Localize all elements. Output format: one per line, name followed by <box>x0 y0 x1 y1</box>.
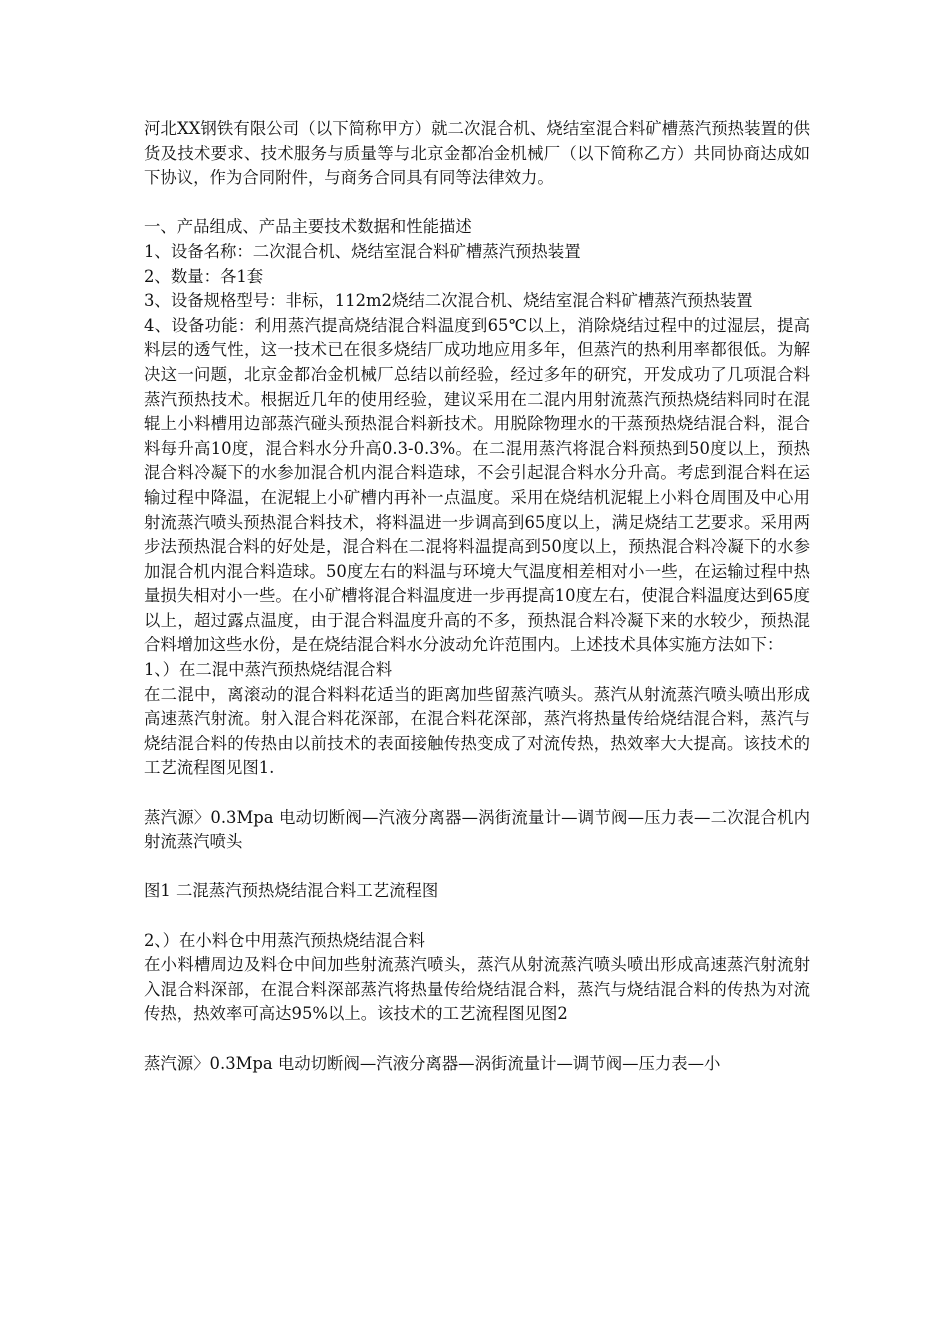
blank-line <box>144 904 810 929</box>
subsection1-text: 在二混中，离滚动的混合料料花适当的距离加些留蒸汽喷头。蒸汽从射流蒸汽喷头喷出形成高速蒸汽射流。射入混合料花深部，在混合料花深部，蒸汽将热量传给烧结混合料，蒸汽与烧结混合料的传热由以前技术的表面接触传热变成了对流传热，热效率大大提高。该技术的工艺流程图见图1. <box>144 684 810 778</box>
item-device-name: 1、设备名称：二次混合机、烧结室混合料矿槽蒸汽预热装置 <box>144 241 581 261</box>
blank-line <box>144 1027 810 1052</box>
blank-line <box>144 191 810 216</box>
item-spec-model: 3、设备规格型号：非标，112m2烧结二次混合机、烧结室混合料矿槽蒸汽预热装置 <box>144 291 753 311</box>
process-flow-1: 蒸汽源〉0.3Mpa 电动切断阀—汽液分离器—涡街流量计—调节阀—压力表—二次混合机内射流蒸汽喷头 <box>144 807 810 852</box>
item-quantity: 2、数量：各1套 <box>144 266 264 286</box>
blank-line <box>144 781 810 806</box>
process-flow-2: 蒸汽源〉0.3Mpa 电动切断阀—汽液分离器—涡街流量计—调节阀—压力表—小 <box>144 1053 721 1073</box>
blank-line <box>144 855 810 880</box>
subsection2-text: 在小料槽周边及料仓中间加些射流蒸汽喷头，蒸汽从射流蒸汽喷头喷出形成高速蒸汽射流射入混合料深部，在混合料深部蒸汽将热量传给烧结混合料，蒸汽与烧结混合料的传热为对流传热，热效率可高达95%以上。该技术的工艺流程图见图2 <box>144 955 810 1024</box>
intro-paragraph: 河北XX钢铁有限公司（以下简称甲方）就二次混合机、烧结室混合料矿槽蒸汽预热装置的供货及技术要求、技术服务与质量等与北京金都冶金机械厂（以下简称乙方）共同协商达成如下协议，作为合同附件，与商务合同具有同等法律效力。 <box>144 119 810 188</box>
document-body <box>144 117 810 1076</box>
subsection2-heading: 2、）在小料仓中用蒸汽预热烧结混合料 <box>144 930 425 950</box>
subsection1-heading: 1、）在二混中蒸汽预热烧结混合料 <box>144 660 393 680</box>
section1-heading: 一、产品组成、产品主要技术数据和性能描述 <box>144 217 472 237</box>
item-device-function: 4、设备功能：利用蒸汽提高烧结混合料温度到65℃以上，消除烧结过程中的过湿层，提高料层的透气性，这一技术已在很多烧结厂成功地应用多年，但蒸汽的热利用率都很低。为解决这一问题，北京金都冶金机械厂总结以前经验，经过多年的研究，开发成功了几项混合料蒸汽预热技术。根据近几年的使用经验，建议采用在二混内用射流蒸汽预热烧结料同时在混辊上小料槽用边部蒸汽碰头预热混合料新技术。用脱除物理水的干蒸预热烧结混合料，混合料每升高10度，混合料水分升高0.3-0.3%。在二混用蒸汽将混合料预热到50度以上，预热混合料冷凝下的水参加混合机内混合料造球，不会引起混合料水分升高。考虑到混合料在运输过程中降温，在泥辊上小矿槽内再补一点温度。采用在烧结机泥辊上小料仓周围及中心用射流蒸汽喷头预热混合料技术，将料温进一步调高到65度以上，满足烧结工艺要求。采用两步法预热混合料的好处是，混合料在二混将料温提高到50度以上，预热混合料冷凝下的水参加混合机内混合料造球。50度左右的料温与环境大气温度相差相对小一些，在运输过程中热量损失相对小一些。在小矿槽将混合料温度进一步再提高10度左右，使混合料温度达到65度以上，超过露点温度，由于混合料温度升高的不多，预热混合料冷凝下来的水较少，预热混合料增加这些水份，是在烧结混合料水分波动允许范围内。上述技术具体实施方法如下： <box>144 315 810 655</box>
figure1-caption: 图1 二混蒸汽预热烧结混合料工艺流程图 <box>144 881 439 901</box>
